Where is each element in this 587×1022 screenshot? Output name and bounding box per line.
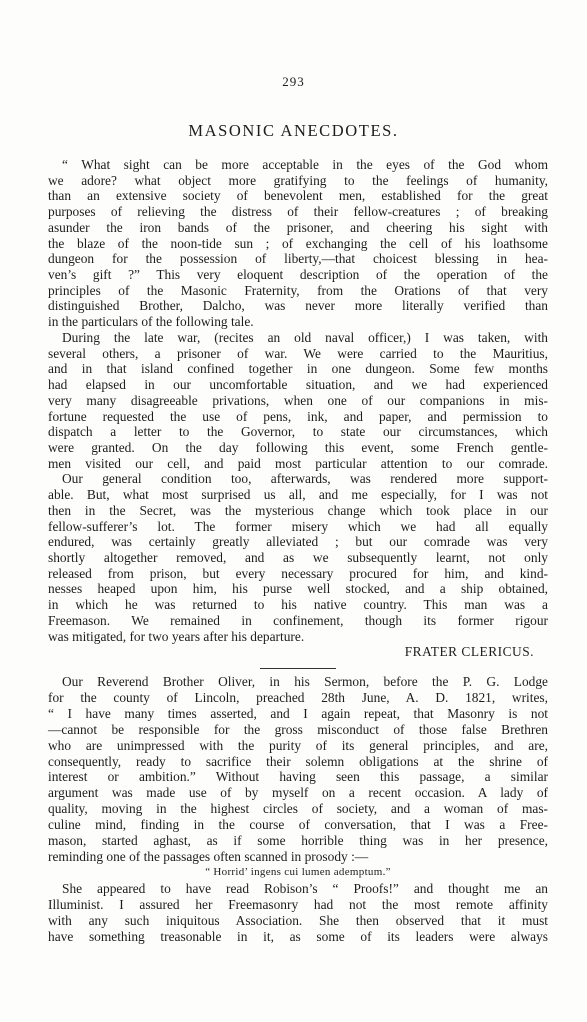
text-line: purposes of relieving the distress of their fellow-creatures ; of breaking [48, 204, 548, 220]
text-line: shortly altogether removed, and as we subsequently learnt, not only [48, 549, 548, 565]
paragraph-war-story [48, 330, 548, 471]
text-line: released from prison, but every necessary procured for him, and kind- [48, 565, 548, 581]
page-body [48, 157, 548, 944]
text-line: dispatch a letter to the Governor, to state our circumstances, which [48, 424, 548, 440]
paragraph-intro [48, 157, 548, 330]
signature: FRATER CLERICUS. [404, 644, 534, 660]
text-line: interest or ambition.” Without having seen this passage, a similar [48, 769, 548, 785]
text-line: then in the Secret, was the mysterious change which took place in our [48, 502, 548, 518]
paragraph-oliver-sermon [48, 674, 548, 944]
text-line: was mitigated, for two years after his departure. [48, 628, 305, 644]
text-line: very many disagreeable privations, when one of our companions in mis- [48, 392, 548, 408]
text-line: for the county of Lincoln, preached 28th June, A. D. 1821, writes, [48, 689, 548, 705]
text-line: ven’s gift ?” This very eloquent description of the operation of the [48, 267, 548, 283]
text-line: consequently, ready to sacrifice their solemn obligations at the shrine of [48, 753, 548, 769]
text-line: the blaze of the noon-tide sun ; of exchanging the cell of his loathsome [48, 235, 548, 251]
text-line: than an extensive society of benevolent men, established for the great [48, 188, 548, 204]
text-line: in the particulars of the following tale. [48, 314, 254, 330]
text-line: distinguished Brother, Dalcho, was never more literally verified than [48, 298, 548, 314]
text-line: During the late war, (recites an old naval officer,) I was taken, with [62, 329, 548, 345]
text-line: dungeon for the possession of liberty,—that choicest blessing in hea- [48, 251, 548, 267]
paragraph-release [48, 471, 548, 660]
text-line: reminding one of the passages often scanned in prosody :— [48, 848, 369, 864]
text-line: mason, started aghast, as if some horrible thing was in her presence, [48, 833, 548, 849]
text-line: have something treasonable in it, as some of its leaders were always [48, 928, 548, 944]
text-line: and in that island confined together in one dungeon. Some few months [48, 361, 548, 377]
text-line: “ What sight can be more acceptable in the eyes of the God whom [62, 157, 548, 172]
latin-quote: “ Horrid’ ingens cui lumen ademptum.” [205, 865, 391, 878]
page-number: 293 [282, 74, 305, 89]
text-line: fellow-sufferer’s lot. The former misery which we had all equally [48, 518, 548, 534]
text-line: nesses heaped upon him, his purse well stocked, and a ship obtained, [48, 581, 548, 597]
section-divider [260, 668, 336, 669]
text-line: argument was made use of by myself on a recent occasion. A lady of [48, 785, 548, 801]
text-line: Our general condition too, afterwards, was rendered more support- [62, 471, 548, 487]
text-line: were granted. On the day following this event, some French gentle- [48, 439, 548, 455]
text-line: quality, moving in the highest circles of society, and a woman of mas- [48, 801, 548, 817]
text-line: “ I have many times asserted, and I again repeat, that Masonry is not [48, 705, 548, 721]
text-line: we adore? what object more gratifying to the feelings of humanity, [48, 172, 548, 188]
text-line: able. But, what most surprised us all, and me especially, for I was not [48, 487, 548, 503]
text-line: principles of the Masonic Fraternity, from the Orations of that very [48, 282, 548, 298]
text-line: fortune requested the use of pens, ink, and paper, and permission to [48, 408, 548, 424]
text-line: several others, a prisoner of war. We were carried to the Mauritius, [48, 345, 548, 361]
text-line: with any such iniquitous Association. She then observed that it must [48, 912, 548, 928]
text-line: asunder the iron bands of the prisoner, and cheering his sight with [48, 219, 548, 235]
text-line: She appeared to have read Robison’s “ Proofs!” and thought me an [62, 880, 548, 896]
text-line: had elapsed in our uncomfortable situation, and we had experienced [48, 377, 548, 393]
text-line: in which he was returned to his native country. This man was a [48, 597, 548, 613]
text-line: —cannot be responsible for the gross misconduct of those false Brethren [48, 721, 548, 737]
text-line: endured, was certainly greatly alleviated ; but our comrade was very [48, 534, 548, 550]
text-line: who are unimpressed with the purity of its general principles, and are, [48, 737, 548, 753]
text-line: men visited our cell, and paid most particular attention to our comrade. [48, 455, 548, 471]
text-line: culine mind, finding in the course of conversation, that I was a Free- [48, 817, 548, 833]
text-line: Illuminist. I assured her Freemasonry had not the most remote affinity [48, 896, 548, 912]
text-line: Freemason. We remained in confinement, though its former rigour [48, 612, 548, 628]
page-title: MASONIC ANECDOTES. [188, 121, 399, 140]
text-line: Our Reverend Brother Oliver, in his Sermon, before the P. G. Lodge [62, 674, 548, 689]
